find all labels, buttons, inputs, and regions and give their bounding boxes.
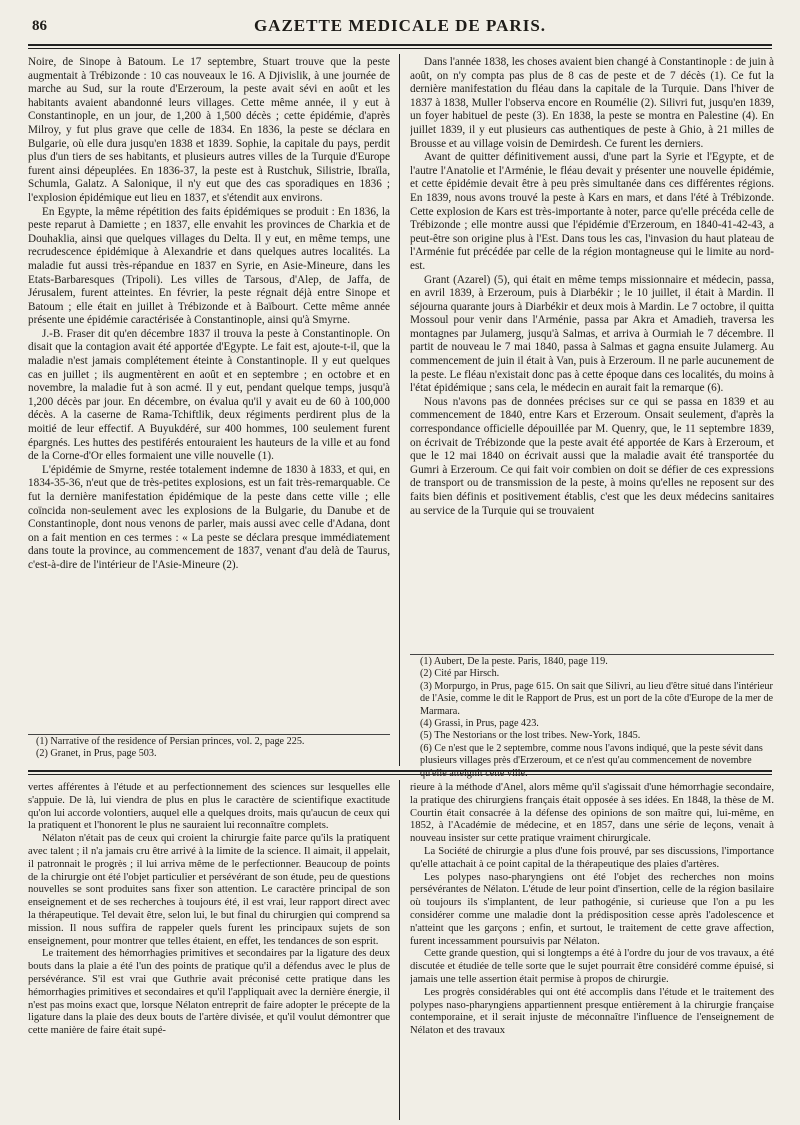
top-left-footnotes bbox=[36, 736, 390, 761]
footnote-separator bbox=[410, 654, 774, 655]
footnote: (5) The Nestorians or the lost tribes. New-York, 1845. bbox=[420, 730, 641, 742]
paragraph: Noire, de Sinope à Batoum. Le 17 septembre, Stuart trouve que la peste augmentait à Trébizonde : 10 cas nouveaux le 16. A Djivislik, à une journée de marche au Sud, sur la route d'Erzeroum, la peste avait sévi en août et les habitants avaient abandonné leurs villages. Cette même année, il y eut à Constantinople, en un jour, de 1,200 à 1,500 décès ; cette épidémie, d'après Milroy, y fut plus grave que celle de 1834. En 1836, la peste se déclara en Bulgarie, où elle dura jusqu'en 1838 et 1839. Sophie, la capitale du pays, perdit plus d'un tiers de ses habitants, et plusieurs autres villes de la Turquie d'Europe furent ainsi dépeuplées. En 1836-37, la peste est à Rustchuk, Silistrie, Ibraïla, Schumla, Galatz. A Salonique, il n'y eut que des cas sporadiques en 1836 ; l'explosion épidémique eut lieu en 1837, et s'étendit aux environs. bbox=[28, 56, 390, 204]
journal-title: GAZETTE MEDICALE DE PARIS. bbox=[253, 16, 547, 35]
paragraph: Grant (Azarel) (5), qui était en même temps missionnaire et médecin, passa, en avril 1839, à Erzeroum, puis à Diarbékir ; le 10 juillet, il était à Mardin. Il séjourna quarante jours à Diarbékir et deux mois à Mardin. Le 7 octobre, il quitta Mossoul pour venir dans l'Arménie, passa par Akra et Amadieh, traversa les montagnes par Julamerg, jusqu'à Salmas, et arriva à Ourmiah le 7 décembre. Il partit de nouveau le 7 mai 1840, passa à Salmas et gagna ensuite Julamerg. Au commencement de juin il était à Van, puis à Erzeroum. Il ne parle aucunement de la peste. Le fléau n'existait donc pas à cette époque dans ces localités, du moins à l'état épidémique ; sans cela, le médecin en aurait fait la remarque (6). bbox=[410, 273, 774, 395]
column-divider bbox=[399, 54, 400, 766]
footnote: (2) Cité par Hirsch. bbox=[420, 668, 500, 680]
paragraph: Les polypes naso-pharyngiens ont été l'objet des recherches non moins persévérantes de Nélaton. L'étude de leur point d'insertion, celle de la région basilaire où toujours ils s'implantent, de leur pathogénie, si curieuse que l'on a pu les considérer comme une maladie dont la prédisposition cesse après l'adolescence et n'atteint que les garçons ; enfin, et surtout, le traitement de cette grave affection, furent incessamment poursuivis par Nélaton. bbox=[410, 871, 774, 947]
section-rule bbox=[28, 770, 772, 772]
paragraph: Nous n'avons pas de données précises sur ce qui se passa en 1839 et au commencement de 1840, entre Kars et Erzeroum. Onsait seulement, d'après la correspondance officielle dépouillée par M. Quenry, que, le 11 septembre 1839, on écrivait de Trébizonde que la peste avait été apportée de Kars à Erzeroum, et que le 12 mai 1840 on écrivait aussi que la maladie avait été transportée du Gumri à Erzeroum. Ce qui fait voir combien on doit se défier de ces expressions de transport ou de transmission de la peste, à moins qu'elles ne reposent sur des faits bien définis et positivement établis, c'est que les deux médecins sanitaires au service de la Turquie qui se trouvaient bbox=[410, 395, 774, 517]
paragraph: Nélaton n'était pas de ceux qui croient la chirurgie faite parce qu'ils la pratiquent avec talent ; il n'a jamais cru être arrivé à la limite de la science. Il aimait, il appelait, il patronnait le progrès ; il lui arriva même de le perfectionner. Beaucoup de points de la chirurgie ont été l'objet particulier et persévérant de son étude, peu de questions nouvelles se sont produites sans fixer son attention. Le caractère principal de son enseignement et de ses recherches à toujours été, il est vrai, leur rapport direct avec la thérapeutique. Tel devait être, selon lui, le but final du chirurgien qui comprend sa mission. Il nous suffira de rappeler quels furent les principaux sujets de son enseignement, pour montrer que telles étaient, en effet, les tendances de son esprit. bbox=[28, 833, 390, 947]
paragraph: En Egypte, la même répétition des faits épidémiques se produit : En 1836, la peste reparut à Damiette ; en 1837, elle envahit les provinces de Charkia et de Douhaklia, ainsi que quelques villages du Delta. Il y eut, en même temps, une recrudescence épidémique à Alexandrie et dans quelques autres localités. La maladie fut aussi très-répandue en 1837 en Syrie, en Asie-Mineure, dans les Etats-Barbaresques (Tripoli). Les villes de Tarsous, d'Alep, de Jaffa, de Jérusalem, furent atteintes. En février, la peste régnait déjà entre Sinope et Batoum ; elle était en juillet à Trébizonde et à Baïbourt. Cette même année présente une épidémie caractérisée à Constantinople, ainsi qu'à Smyrne. bbox=[28, 205, 390, 327]
paragraph: L'épidémie de Smyrne, restée totalement indemne de 1830 à 1833, et qui, en 1834-35-36, n'eut que de très-petites explosions, est un fait très-remarquable. Ce fut la dernière manifestation épidémique de la peste dans cette ville ; elle coïncida non-seulement avec les explosions de la Bulgarie, du Danube et de Constantinople, dont nous venons de parler, mais aussi avec celle d'Adana, dont on a fait mention en ces termes : « La peste se déclara presque immédiatement dans toute la province, au commencement de 1837, venant d'au delà de Taurus, c'est-à-dire de l'intérieur de l'Asie-Mineure (2). bbox=[28, 463, 390, 571]
top-right-footnotes bbox=[420, 656, 776, 780]
footnote: (4) Grassi, in Prus, page 423. bbox=[420, 718, 539, 730]
paragraph: Le traitement des hémorrhagies primitives et secondaires par la ligature des deux bouts dans la plaie a été l'un des points de pratique qu'il a défendus avec le plus de persévérance. S'il est vrai que Guthrie avait préconisé cette pratique dans les hémorrhagies primitives et secondaires et qu'il l'appliquait avec la dernière énergie, il n'est pas moins exact que, lorsque Nélaton entreprit de faire adopter le précepte de la ligature dans la plaie des deux bouts de l'artère divisée, et qu'il voulut démontrer que cette manière de faire était supé- bbox=[28, 948, 390, 1037]
paragraph: Avant de quitter définitivement aussi, d'une part la Syrie et l'Egypte, et de l'autre l'Anatolie et l'Arménie, le fléau devait y présenter une nouvelle épidémie, et cette épidémie devait être à peu près simultanée dans ces différentes régions. En 1839, nous avons trouvé la peste à Kars en mars, et dans l'été à Trébizonde. Cette explosion de Kars est très-importante à noter, parce qu'elle précéda celle de Trébizonde ; elle montre aussi que l'épidémie d'Erzeroum, en 1840-41-42-43, a peut-être son origine plus à l'Est. Dans tous les cas, l'invasion du haut plateau de l'Arménie fut précédée par celle de la région montagneuse qui le limite au nord-est. bbox=[410, 151, 774, 272]
footnote: (1) Aubert, De la peste. Paris, 1840, page 119. bbox=[420, 656, 608, 667]
paragraph: La Société de chirurgie a plus d'une fois prouvé, par ses discussions, l'importance qu'elle attachait à ce point capital de la thérapeutique des plaies d'artères. bbox=[410, 845, 774, 870]
footnote: (6) Ce n'est que le 2 septembre, comme nous l'avons indiqué, que la peste sévit dans plusieurs villages près d'Erzeroum, et ce n'est qu'au commencement de novembre qu'elle atteignit cette ville. bbox=[420, 742, 763, 779]
column-divider bbox=[399, 780, 400, 1120]
page-number: 86 bbox=[32, 18, 47, 34]
header-rule-thin bbox=[28, 48, 772, 49]
bottom-right-column bbox=[410, 782, 774, 1122]
top-left-column bbox=[28, 56, 390, 732]
top-right-column bbox=[410, 56, 774, 652]
footnote: (1) Narrative of the residence of Persian princes, vol. 2, page 225. bbox=[36, 736, 305, 747]
footnote: (2) Granet, in Prus, page 503. bbox=[36, 748, 157, 760]
section-rule-thin bbox=[28, 774, 772, 775]
paragraph: Cette grande question, qui si longtemps a été à l'ordre du jour de vos travaux, a été discutée et étudiée de telle sorte que le sujet pourrait être considéré comme épuisé, si jamais une telle assertion était permise à propos de chirurgie. bbox=[410, 948, 774, 985]
header-rule bbox=[28, 44, 772, 46]
paragraph: rieure à la méthode d'Anel, alors même qu'il s'agissait d'une hémorrhagie secondaire, la pratique des chirurgiens français était opposée à ses idées. En 1848, la thèse de M. Courtin était consacrée à la défense des opinions de son maître qui, lui-même, en 1852, à l'Académie de médecine, et en 1857, dans une série de leçons, venait à nouveau insister sur cette pratique vraiment chirurgicale. bbox=[410, 782, 774, 845]
paragraph: Dans l'année 1838, les choses avaient bien changé à Constantinople : de juin à août, on n'y compta pas plus de 8 cas de peste et de 7 décès (1). Ce fut la dernière manifestation du fléau dans la capitale de la Turquie. Dans l'hiver de 1837 à 1838, Muller l'observa encore en Roumélie (2). Silivri fut, jusqu'en 1839, un foyer habituel de peste (3). En 1838, la peste se montra en Palestine (4). En juillet 1839, il y eut plusieurs cas authentiques de peste à Ghio, à 21 milles de Brousse et au village voisin de Demirdesh. Ce furent les derniers. bbox=[410, 56, 774, 150]
paragraph: Les progrès considérables qui ont été accomplis dans l'étude et le traitement des polypes naso-pharyngiens appartiennent presque entièrement à la chirurgie française contemporaine, et il serait injuste de méconnaître l'influence de l'enseignement de Nélaton et des travaux bbox=[410, 986, 774, 1037]
bottom-left-column bbox=[28, 782, 390, 1122]
footnote: (3) Morpurgo, in Prus, page 615. On sait que Silivri, au lieu d'être situé dans l'intérieur de l'Asie, comme le dit le Rapport de Prus, est un port de la côte d'Europe de la mer de Marmara. bbox=[420, 680, 774, 717]
paragraph: J.-B. Fraser dit qu'en décembre 1837 il trouva la peste à Constantinople. On disait que la contagion avait été apportée d'Egypte. Le fait est, ajoute-t-il, que la maladie n'est jamais complétement éteinte à Constantinople. Il y eut quelques cas en juillet ; ils augmentèrent en août et en septembre ; en octobre et en novembre, la maladie fut à son acmé. Il y eut, pendant quelque temps, jusqu'à 1,200 décès par jour. En décembre, on évalua qu'il y avait eu de 60 à 100,000 décès. A la caserne de Rama-Tchiftlik, deux régiments perdirent plus de la moitié de leur effectif. A Buyukdéré, sur 400 hommes, 100 seulement furent épargnés. Les huttes des pestiférés entouraient les hauteurs de la ville et au fond de la Corne-d'Or elles formaient une ville nouvelle (1). bbox=[28, 327, 390, 463]
footnote-separator bbox=[28, 734, 390, 735]
paragraph: vertes afférentes à l'étude et au perfectionnement des sciences sur lesquelles elle s'appuie. De là, lui viendra de plus en plus le caractère de scientifique exactitude qu'on lui accorde volontiers, auquel elle a quelques droits, mais qu'aucun de ceux qui la pratiquent et l'honorent le plus ne sauraient lui reconnaître complets. bbox=[28, 782, 390, 832]
